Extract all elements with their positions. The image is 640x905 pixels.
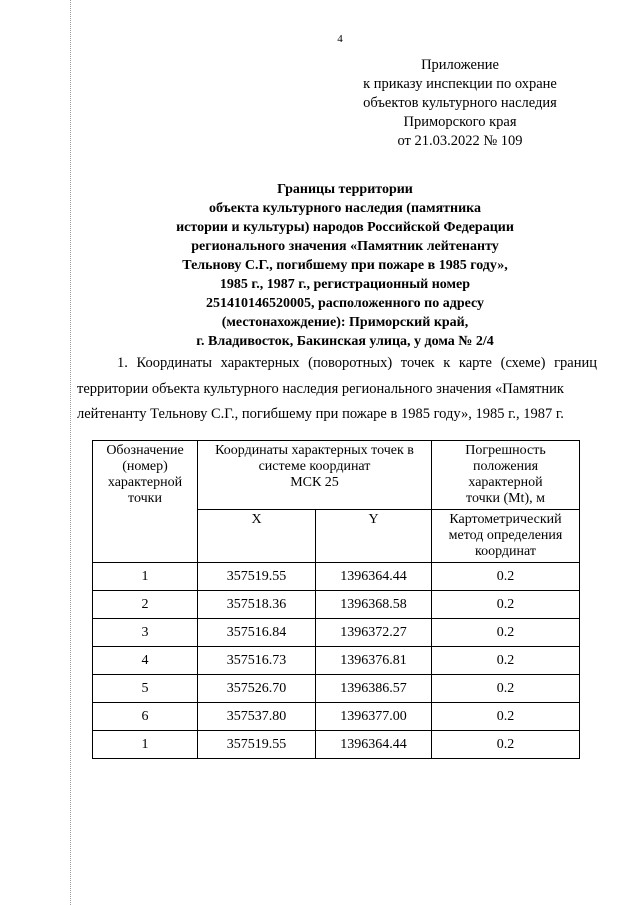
table-row — [93, 731, 580, 759]
header-x: X — [198, 510, 316, 563]
body-paragraph — [77, 351, 597, 428]
header-text: МСК 25 — [290, 475, 339, 490]
cell-y: 1396386.57 — [316, 675, 432, 703]
header-text: точки (Mt), м — [466, 491, 545, 506]
word: характерных — [220, 355, 300, 371]
cell-point-number: 6 — [93, 703, 198, 731]
cell-accuracy: 0.2 — [432, 591, 580, 619]
appendix-line: Приморского края — [403, 114, 517, 130]
appendix-line: объектов культурного наследия — [363, 95, 557, 111]
header-text: Обозначение — [106, 443, 184, 458]
cell-accuracy: 0.2 — [432, 647, 580, 675]
word: (схеме) — [500, 355, 546, 371]
header-text: Погрешность — [465, 443, 546, 458]
title-line: 1985 г., 1987 г., регистрационный номер — [219, 277, 471, 292]
cell-accuracy: 0.2 — [432, 703, 580, 731]
cell-accuracy: 0.2 — [432, 731, 580, 759]
page-number: 4 — [337, 33, 343, 45]
paragraph-line-2: территории объекта культурного наследия регионального значения «Памятник — [77, 380, 564, 397]
cell-y: 1396368.58 — [316, 591, 432, 619]
title-line: Тельнову С.Г., погибшему при пожаре в 1985 году», — [182, 258, 508, 273]
appendix-line: к приказу инспекции по охране — [363, 76, 557, 92]
cell-point-number: 1 — [93, 731, 198, 759]
appendix-line: Приложение — [421, 57, 499, 73]
word: Координаты — [136, 355, 213, 371]
header-text: Картометрический — [449, 512, 562, 527]
table-row — [93, 563, 580, 591]
cell-y: 1396364.44 — [316, 563, 432, 591]
cell-accuracy: 0.2 — [432, 563, 580, 591]
header-text: Координаты характерных точек в — [215, 443, 414, 458]
cell-point-number: 3 — [93, 619, 198, 647]
cell-point-number: 2 — [93, 591, 198, 619]
document-title — [150, 180, 540, 351]
header-text: положения — [472, 459, 539, 474]
header-coordinates — [198, 441, 432, 510]
table-row — [93, 647, 580, 675]
title-line: (местонахождение): Приморский край, — [221, 315, 469, 330]
cell-y: 1396376.81 — [316, 647, 432, 675]
header-text: (номер) — [122, 459, 168, 474]
word: точек — [400, 355, 435, 371]
appendix-line: от 21.03.2022 № 109 — [397, 133, 523, 149]
paragraph-line-3: лейтенанту Тельнову С.Г., погибшему при пожаре в 1985 году», 1985 г., 1987 г. — [77, 406, 564, 422]
scan-edge-line — [70, 0, 71, 905]
title-line: регионального значения «Памятник лейтенанту — [191, 239, 499, 254]
header-text: координат — [475, 544, 536, 559]
header-text: точки — [128, 491, 162, 506]
cell-x: 357526.70 — [198, 675, 316, 703]
title-line: истории и культуры) народов Российской Федерации — [176, 220, 514, 235]
cell-point-number: 1 — [93, 563, 198, 591]
word: к — [443, 355, 451, 371]
cell-x: 357518.36 — [198, 591, 316, 619]
title-line: г. Владивосток, Бакинская улица, у дома № 2/4 — [196, 334, 494, 349]
cell-point-number: 4 — [93, 647, 198, 675]
cell-x: 357519.55 — [198, 563, 316, 591]
header-method — [432, 510, 580, 563]
header-point-designation — [93, 441, 198, 563]
header-text: характерной — [468, 475, 543, 490]
cell-x: 357516.73 — [198, 647, 316, 675]
coordinates-table — [92, 440, 580, 759]
table-row — [93, 675, 580, 703]
cell-accuracy: 0.2 — [432, 675, 580, 703]
word: (поворотных) — [308, 355, 393, 371]
word: границ — [554, 355, 597, 371]
cell-y: 1396372.27 — [316, 619, 432, 647]
table-row — [93, 591, 580, 619]
table-row — [93, 619, 580, 647]
title-line: Границы территории — [277, 182, 413, 197]
cell-x: 357516.84 — [198, 619, 316, 647]
word: 1. — [117, 355, 128, 371]
cell-accuracy: 0.2 — [432, 619, 580, 647]
header-text: системе координат — [258, 459, 371, 474]
cell-x: 357537.80 — [198, 703, 316, 731]
header-y: Y — [316, 510, 432, 563]
header-text: характерной — [107, 475, 183, 490]
paragraph-line-1 — [77, 351, 597, 377]
word: карте — [458, 355, 492, 371]
cell-y: 1396364.44 — [316, 731, 432, 759]
cell-y: 1396377.00 — [316, 703, 432, 731]
cell-x: 357519.55 — [198, 731, 316, 759]
header-text: метод определения — [448, 528, 563, 543]
cell-point-number: 5 — [93, 675, 198, 703]
table-row — [93, 703, 580, 731]
title-line: объекта культурного наследия (памятника — [208, 201, 482, 216]
header-accuracy — [432, 441, 580, 510]
title-line: 251410146520005, расположенного по адресу — [205, 296, 485, 311]
appendix-note — [350, 56, 570, 151]
